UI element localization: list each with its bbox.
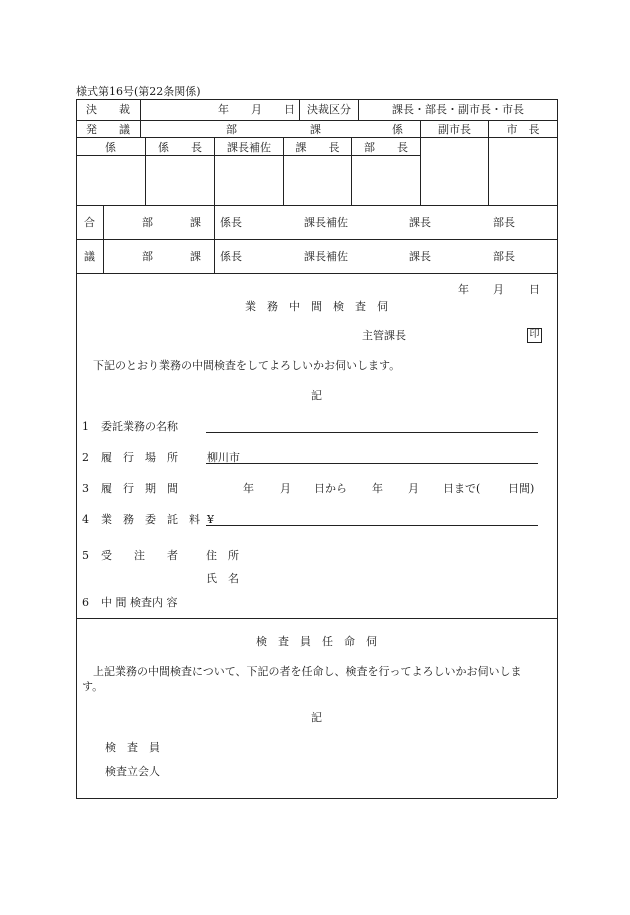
hatsugi-kakari: 係: [392, 123, 403, 136]
hatsugi-ka: 課: [310, 123, 321, 136]
fukushicho-label: 副市長: [438, 123, 471, 136]
item5-number: 5: [82, 549, 89, 562]
request-ki: 記: [311, 389, 322, 402]
item2-value: 柳川市: [207, 451, 240, 464]
aigi-row2-hosa: 課長補佐: [304, 250, 348, 263]
item6-number: 6: [82, 596, 89, 609]
aigi-row1-kacho: 課長: [409, 216, 431, 229]
inspector-label: 検 査 員: [105, 741, 160, 754]
aigi-label-bottom: 議: [84, 250, 95, 263]
item5-address-label: 住 所: [206, 549, 239, 562]
item6-label: 中 間 検査内 容: [101, 596, 178, 609]
item4-number: 4: [82, 513, 89, 526]
item3-number: 3: [82, 482, 89, 495]
request-date-year: 年: [458, 283, 469, 296]
request-body: 下記のとおり業務の中間検査をしてよろしいかお伺いします。: [93, 359, 401, 372]
aigi-row2-bu: 部: [142, 250, 153, 263]
hatsugi-bu: 部: [226, 123, 237, 136]
stamp-header-kakari: 係: [105, 141, 116, 154]
item1-number: 1: [82, 420, 89, 433]
aigi-row1-hosa: 課長補佐: [304, 216, 348, 229]
item3-to-month: 月: [408, 482, 419, 495]
item3-to-day: 日まで(: [443, 482, 481, 495]
aigi-row1-bu: 部: [142, 216, 153, 229]
stamp-header-kacho: 課 長: [295, 141, 340, 154]
kessai-kubun-value: 課長・部長・副市長・市長: [392, 103, 524, 116]
manager-label: 主管課長: [362, 329, 406, 342]
aigi-row2-kakaricho: 係長: [220, 250, 242, 263]
item3-days: 日間): [508, 482, 535, 495]
witness-label: 検査立会人: [105, 765, 160, 778]
aigi-row1-bucho: 部長: [493, 216, 515, 229]
item3-label: 履 行 期 間: [101, 482, 178, 495]
hatsugi-label: 発 議: [86, 123, 130, 136]
item3-from-month: 月: [280, 482, 291, 495]
kessai-date: 年 月 日: [218, 103, 295, 116]
aigi-label-top: 合: [84, 216, 95, 229]
inspector-title: 検 査 員 任 命 伺: [256, 635, 377, 648]
request-title: 業 務 中 間 検 査 伺: [245, 300, 388, 313]
shicho-label: 市 長: [506, 123, 540, 136]
stamp-header-hosa: 課長補佐: [227, 141, 271, 154]
form-number: 様式第16号(第22条関係): [76, 85, 201, 98]
stamp-header-kakaricho: 係 長: [158, 141, 202, 154]
item4-underline: [206, 525, 538, 526]
item5-name-label: 氏 名: [206, 572, 239, 585]
inspector-body-line1: 上記業務の中間検査について、下記の者を任命し、検査を行ってよろしいかお伺いしま: [93, 665, 522, 678]
item2-underline: [206, 463, 538, 464]
stamp-header-bucho: 部 長: [364, 141, 408, 154]
aigi-row1-kakaricho: 係長: [220, 216, 242, 229]
kessai-kubun-label: 決裁区分: [307, 103, 351, 116]
seal-stamp: 印: [527, 328, 542, 343]
item4-value: ¥: [207, 513, 214, 526]
item2-number: 2: [82, 451, 89, 464]
inspector-ki: 記: [311, 711, 322, 724]
request-date-day: 日: [529, 283, 540, 296]
item1-label: 委託業務の名称: [101, 420, 178, 433]
item4-label: 業 務 委 託 料: [101, 513, 200, 526]
kessai-label: 決 裁: [86, 103, 130, 116]
request-date-month: 月: [493, 283, 504, 296]
inspector-body-line2: す。: [82, 680, 104, 693]
aigi-row2-bucho: 部長: [493, 250, 515, 263]
item2-label: 履 行 場 所: [101, 451, 178, 464]
item5-label: 受 注 者: [101, 549, 178, 562]
aigi-row2-kacho: 課長: [409, 250, 431, 263]
aigi-row1-ka: 課: [190, 216, 201, 229]
item3-from-year: 年: [243, 482, 254, 495]
aigi-row2-ka: 課: [190, 250, 201, 263]
item3-to-year: 年: [372, 482, 383, 495]
item1-underline: [206, 432, 538, 433]
item3-from-day: 日から: [314, 482, 347, 495]
